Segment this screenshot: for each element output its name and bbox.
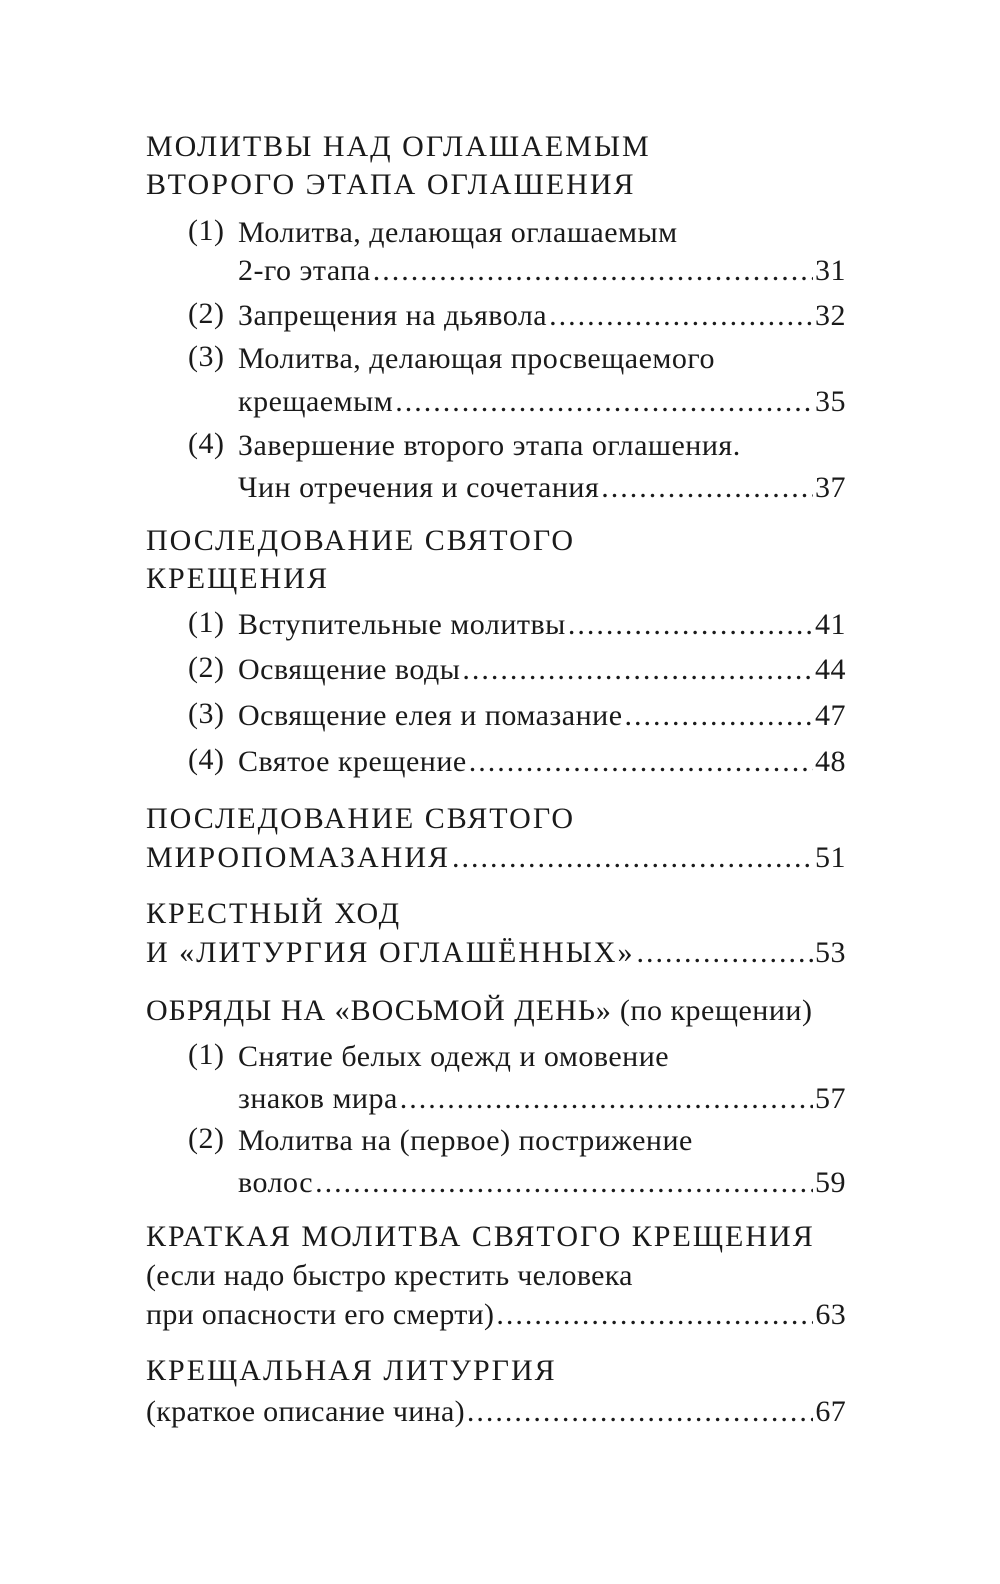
section-subtitle-line: (если надо быстро крестить человека (146, 1259, 633, 1292)
entry-number: (4) (188, 427, 225, 460)
dot-leader (568, 606, 813, 644)
toc-section (146, 128, 846, 204)
page-number: 53 (815, 936, 846, 969)
entry-title-line: Освящение елея и помазание (238, 699, 623, 732)
entry-number: (1) (188, 606, 225, 639)
entry-number: (4) (188, 743, 225, 776)
entry-title-line: волос (238, 1166, 314, 1199)
section-heading: КРАТКАЯ МОЛИТВА СВЯТОГО КРЕЩЕНИЯ (146, 1220, 815, 1253)
toc-entry[interactable] (146, 800, 846, 877)
dot-leader (452, 839, 813, 877)
toc-section (146, 522, 846, 598)
section-heading: МОЛИТВЫ НАД ОГЛАШАЕМЫМ (146, 130, 651, 163)
entry-number: (3) (188, 697, 225, 730)
section-heading: И «ЛИТУРГИЯ ОГЛАШЁННЫХ» (146, 936, 635, 969)
entry-title-line: Чин отречения и сочетания (238, 471, 600, 504)
dot-leader (315, 1164, 813, 1202)
page-number: 41 (815, 608, 846, 641)
section-heading: КРЕСТНЫЙ ХОД (146, 897, 402, 930)
entry-number: (1) (188, 214, 225, 247)
page-number: 63 (815, 1298, 846, 1331)
dot-leader (469, 743, 813, 781)
entry-title-line: Вступительные молитвы (238, 608, 566, 641)
page-number: 51 (815, 841, 846, 874)
entry-title-line: Молитва, делающая оглашаемым (238, 216, 678, 249)
dot-leader (549, 297, 813, 335)
toc-entry[interactable] (146, 895, 846, 972)
entry-title-line: Снятие белых одежд и омовение (238, 1040, 670, 1073)
section-heading: ВТОРОГО ЭТАПА ОГЛАШЕНИЯ (146, 168, 636, 201)
entry-title-line: Молитва, делающая просвещаемого (238, 342, 715, 375)
section-subtitle-line: при опасности его смерти) (146, 1298, 495, 1331)
page-number: 37 (815, 471, 846, 504)
page-number: 67 (815, 1395, 846, 1428)
entry-title-line: крещаемым (238, 385, 394, 418)
page-number: 48 (815, 745, 846, 778)
page-number: 57 (815, 1082, 846, 1115)
page-number: 35 (815, 385, 846, 418)
page-number: 32 (815, 299, 846, 332)
section-heading: КРЕЩАЛЬНАЯ ЛИТУРГИЯ (146, 1354, 557, 1387)
dot-leader (467, 1393, 814, 1431)
dot-leader (462, 651, 813, 689)
page-number: 31 (815, 254, 846, 287)
dot-leader (496, 1296, 813, 1334)
dot-leader (636, 934, 813, 972)
entry-title-line: Завершение второго этапа оглашения. (238, 429, 741, 462)
dot-leader (395, 383, 813, 421)
section-heading-note: (по крещении) (611, 994, 813, 1027)
section-heading: ПОСЛЕДОВАНИЕ СВЯТОГО (146, 524, 576, 557)
section-heading: ПОСЛЕДОВАНИЕ СВЯТОГО (146, 802, 576, 835)
entry-number: (2) (188, 651, 225, 684)
entry-title-line: Освящение воды (238, 653, 461, 686)
entry-title-line: 2-го этапа (238, 254, 371, 287)
entry-number: (3) (188, 340, 225, 373)
section-heading: МИРОПОМАЗАНИЯ (146, 841, 451, 874)
entry-number: (2) (188, 297, 225, 330)
entry-number: (1) (188, 1038, 225, 1071)
section-subtitle-line: (краткое описание чина) (146, 1395, 465, 1428)
toc-section (146, 992, 846, 1030)
entry-title-line: Святое крещение (238, 745, 467, 778)
section-heading: КРЕЩЕНИЯ (146, 562, 329, 595)
section-heading: ОБРЯДЫ НА «ВОСЬМОЙ ДЕНЬ» (146, 994, 612, 1027)
page-number: 47 (815, 699, 846, 732)
toc-entry[interactable] (146, 1218, 846, 1334)
dot-leader (625, 697, 813, 735)
toc-entry[interactable] (146, 1352, 846, 1431)
dot-leader (400, 1080, 813, 1118)
dot-leader (601, 469, 813, 507)
entry-title-line: Молитва на (первое) пострижение (238, 1124, 693, 1157)
entry-title-line: знаков мира (238, 1082, 398, 1115)
page-number: 44 (815, 653, 846, 686)
dot-leader (373, 252, 813, 290)
page-number: 59 (815, 1166, 846, 1199)
entry-number: (2) (188, 1122, 225, 1155)
entry-title-line: Запрещения на дьявола (238, 299, 548, 332)
